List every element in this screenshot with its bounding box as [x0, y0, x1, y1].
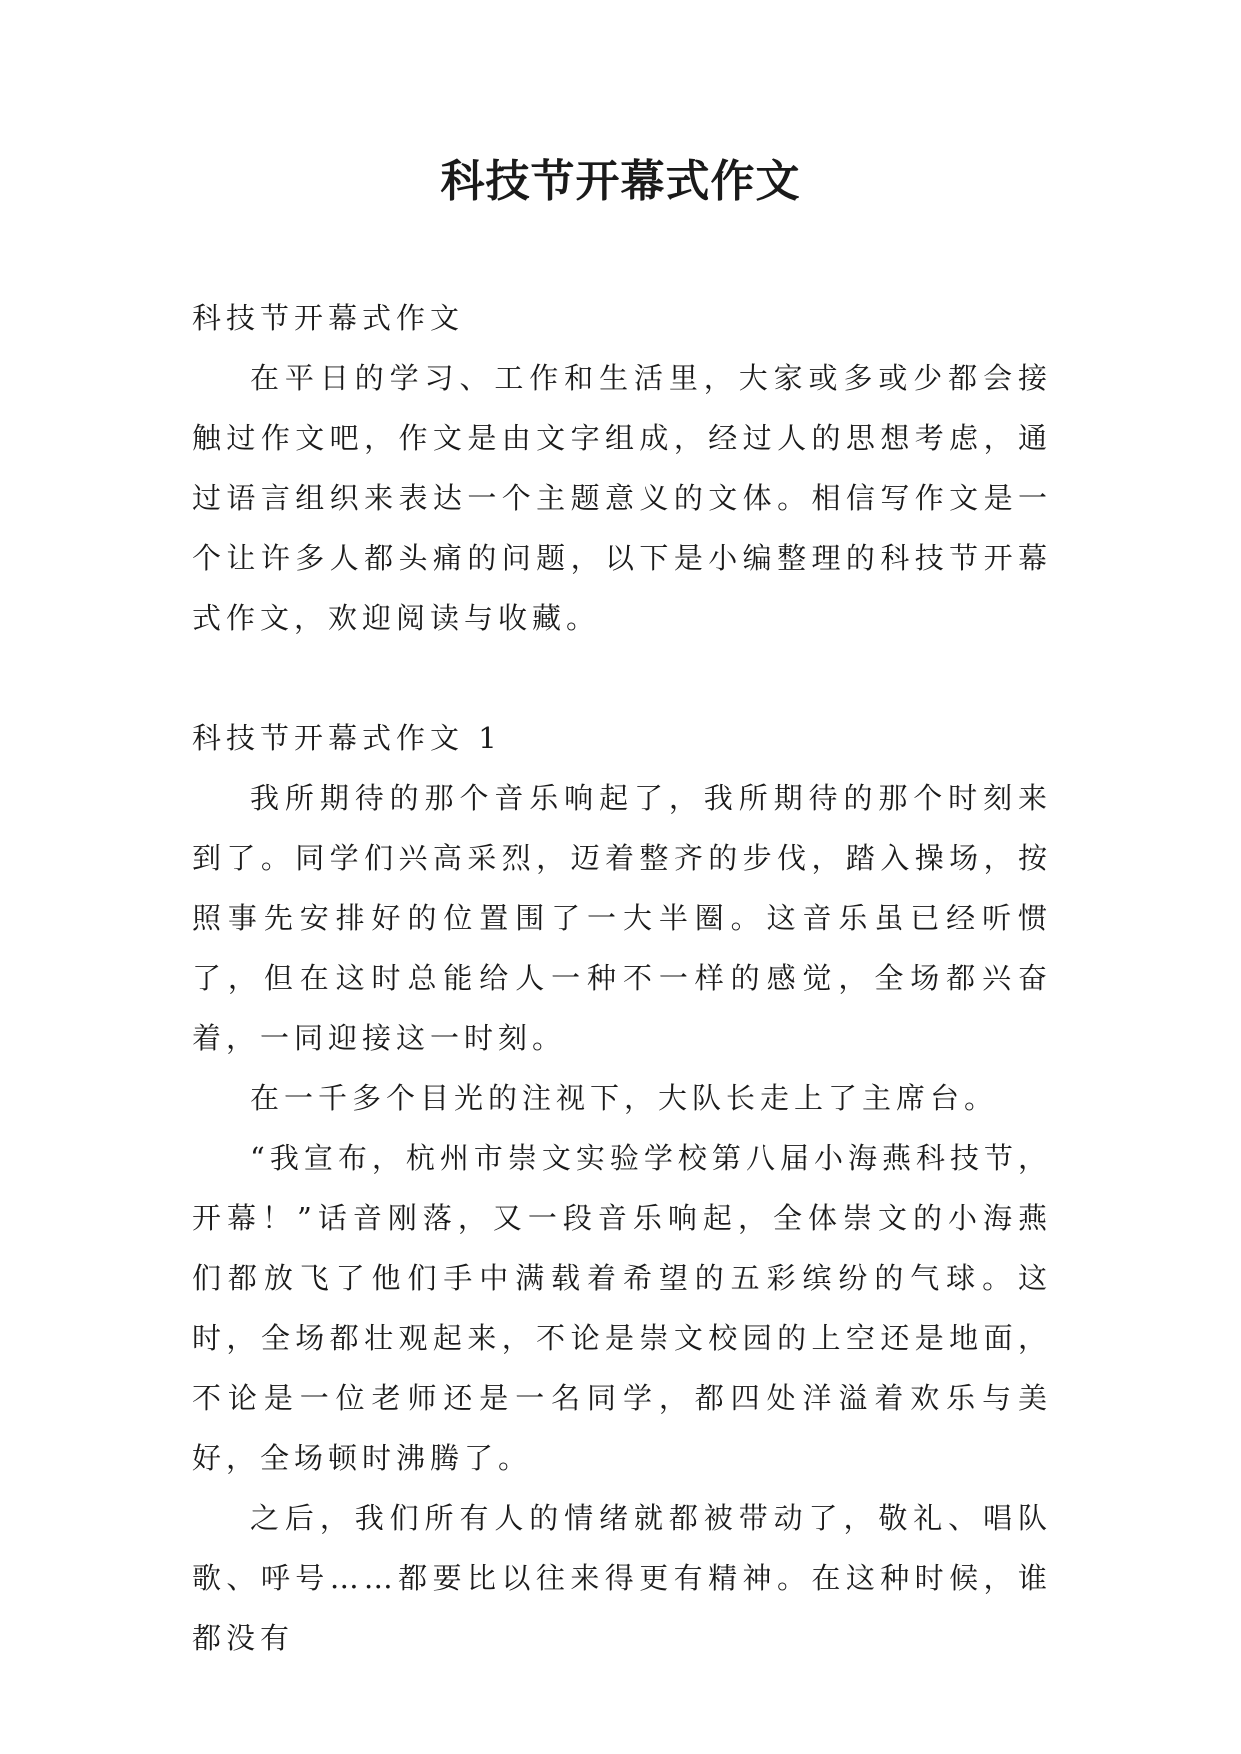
- document-body: [192, 288, 1052, 1668]
- document-title: 科技节开幕式作文: [440, 156, 801, 207]
- section-spacer: [192, 648, 1052, 708]
- essay-1-paragraph: 在一千多个目光的注视下，大队长走上了主席台。: [250, 1081, 999, 1115]
- essay-1-heading: 科技节开幕式作文 1: [192, 721, 502, 755]
- intro-paragraph: 在平日的学习、工作和生活里，大家或多或少都会接触过作文吧，作文是由文字组成，经过人的思想考虑，通过语言组织来表达一个主题意义的文体。相信写作文是一个让许多人都头痛的问题，以下是小编整理的科技节开幕式作文，欢迎阅读与收藏。: [192, 361, 1052, 635]
- essay-1-paragraph: 我所期待的那个音乐响起了，我所期待的那个时刻来到了。同学们兴高采烈，迈着整齐的步伐，踏入操场，按照事先安排好的位置围了一大半圈。这音乐虽已经听惯了，但在这时总能给人一种不一样的感觉，全场都兴奋着，一同迎接这一时刻。: [192, 781, 1052, 1055]
- essay-1-paragraph: “我宣布，杭州市崇文实验学校第八届小海燕科技节，开幕！”话音刚落，又一段音乐响起，全体崇文的小海燕们都放飞了他们手中满载着希望的五彩缤纷的气球。这时，全场都壮观起来，不论是崇文校园的上空还是地面，不论是一位老师还是一名同学，都四处洋溢着欢乐与美好，全场顿时沸腾了。: [192, 1141, 1052, 1475]
- intro-heading: 科技节开幕式作文: [192, 301, 465, 335]
- essay-1-paragraph: 之后，我们所有人的情绪就都被带动了，敬礼、唱队歌、呼号……都要比以往来得更有精神。在这种时候，谁都没有: [192, 1501, 1052, 1655]
